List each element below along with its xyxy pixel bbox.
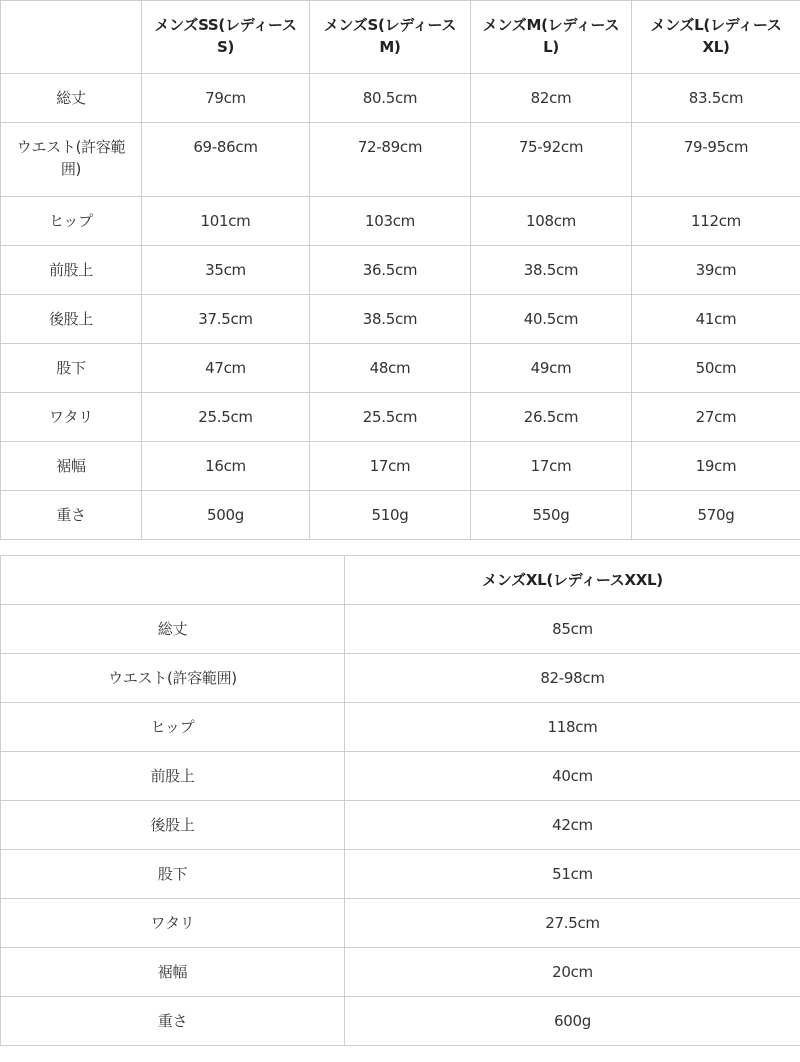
table-cell: 19cm xyxy=(632,442,800,491)
header-cell-mens-xl: メンズXL(レディースXXL) xyxy=(345,556,800,605)
table-cell: 82cm xyxy=(471,74,632,123)
table-cell: 80.5cm xyxy=(310,74,471,123)
row-label: ワタリ xyxy=(1,393,142,442)
table-row xyxy=(1,295,800,344)
header-cell-empty xyxy=(1,1,142,74)
table-row xyxy=(1,850,800,899)
table-cell: 39cm xyxy=(632,246,800,295)
header-cell-mens-m: メンズM(レディースL) xyxy=(471,1,632,74)
table-cell: 27.5cm xyxy=(345,899,800,948)
table-cell: 83.5cm xyxy=(632,74,800,123)
table-cell: 600g xyxy=(345,997,800,1046)
table-cell: 69-86cm xyxy=(142,123,310,197)
table-row xyxy=(1,997,800,1046)
row-label: 股下 xyxy=(1,850,345,899)
table-row xyxy=(1,442,800,491)
row-label: ヒップ xyxy=(1,703,345,752)
table-cell: 72-89cm xyxy=(310,123,471,197)
table-cell: 550g xyxy=(471,491,632,540)
table-row xyxy=(1,899,800,948)
table-cell: 38.5cm xyxy=(310,295,471,344)
table-row xyxy=(1,752,800,801)
table-row xyxy=(1,491,800,540)
table-cell: 35cm xyxy=(142,246,310,295)
table-cell: 500g xyxy=(142,491,310,540)
row-label: 後股上 xyxy=(1,295,142,344)
table-row xyxy=(1,74,800,123)
table-cell: 79cm xyxy=(142,74,310,123)
table-cell: 27cm xyxy=(632,393,800,442)
table-cell: 26.5cm xyxy=(471,393,632,442)
table-cell: 41cm xyxy=(632,295,800,344)
header-row xyxy=(1,1,800,74)
table-cell: 112cm xyxy=(632,197,800,246)
row-label: 総丈 xyxy=(1,605,345,654)
row-label: 総丈 xyxy=(1,74,142,123)
table-cell: 17cm xyxy=(471,442,632,491)
table-cell: 118cm xyxy=(345,703,800,752)
table-cell: 25.5cm xyxy=(142,393,310,442)
table-cell: 38.5cm xyxy=(471,246,632,295)
table-cell: 48cm xyxy=(310,344,471,393)
row-label: ヒップ xyxy=(1,197,142,246)
header-cell-mens-ss: メンズSS(レディースS) xyxy=(142,1,310,74)
table-cell: 40cm xyxy=(345,752,800,801)
row-label: 前股上 xyxy=(1,752,345,801)
table-cell: 51cm xyxy=(345,850,800,899)
table-cell: 101cm xyxy=(142,197,310,246)
table-cell: 47cm xyxy=(142,344,310,393)
table-cell: 103cm xyxy=(310,197,471,246)
row-label: 股下 xyxy=(1,344,142,393)
header-cell-mens-s: メンズS(レディースM) xyxy=(310,1,471,74)
header-cell-mens-l: メンズL(レディースXL) xyxy=(632,1,800,74)
table-row xyxy=(1,703,800,752)
table-cell: 50cm xyxy=(632,344,800,393)
table-row xyxy=(1,654,800,703)
table-row xyxy=(1,344,800,393)
table-cell: 42cm xyxy=(345,801,800,850)
row-label: 前股上 xyxy=(1,246,142,295)
table-cell: 16cm xyxy=(142,442,310,491)
row-label: 裾幅 xyxy=(1,948,345,997)
table-row xyxy=(1,605,800,654)
table-cell: 510g xyxy=(310,491,471,540)
table-cell: 40.5cm xyxy=(471,295,632,344)
table-row xyxy=(1,246,800,295)
table-cell: 49cm xyxy=(471,344,632,393)
table-cell: 79-95cm xyxy=(632,123,800,197)
table-cell: 17cm xyxy=(310,442,471,491)
table-cell: 36.5cm xyxy=(310,246,471,295)
row-label: 重さ xyxy=(1,491,142,540)
size-table-2 xyxy=(0,555,800,1046)
table-row xyxy=(1,123,800,197)
row-label: ウエスト(許容範囲) xyxy=(1,123,142,197)
row-label: 重さ xyxy=(1,997,345,1046)
table-row xyxy=(1,801,800,850)
table-cell: 82-98cm xyxy=(345,654,800,703)
header-row xyxy=(1,556,800,605)
row-label: ワタリ xyxy=(1,899,345,948)
table-row xyxy=(1,948,800,997)
table-cell: 108cm xyxy=(471,197,632,246)
header-cell-empty xyxy=(1,556,345,605)
table-cell: 75-92cm xyxy=(471,123,632,197)
table-cell: 20cm xyxy=(345,948,800,997)
table-row xyxy=(1,197,800,246)
row-label: ウエスト(許容範囲) xyxy=(1,654,345,703)
table-cell: 570g xyxy=(632,491,800,540)
row-label: 後股上 xyxy=(1,801,345,850)
table-cell: 37.5cm xyxy=(142,295,310,344)
table-cell: 85cm xyxy=(345,605,800,654)
row-label: 裾幅 xyxy=(1,442,142,491)
table-row xyxy=(1,393,800,442)
table-cell: 25.5cm xyxy=(310,393,471,442)
